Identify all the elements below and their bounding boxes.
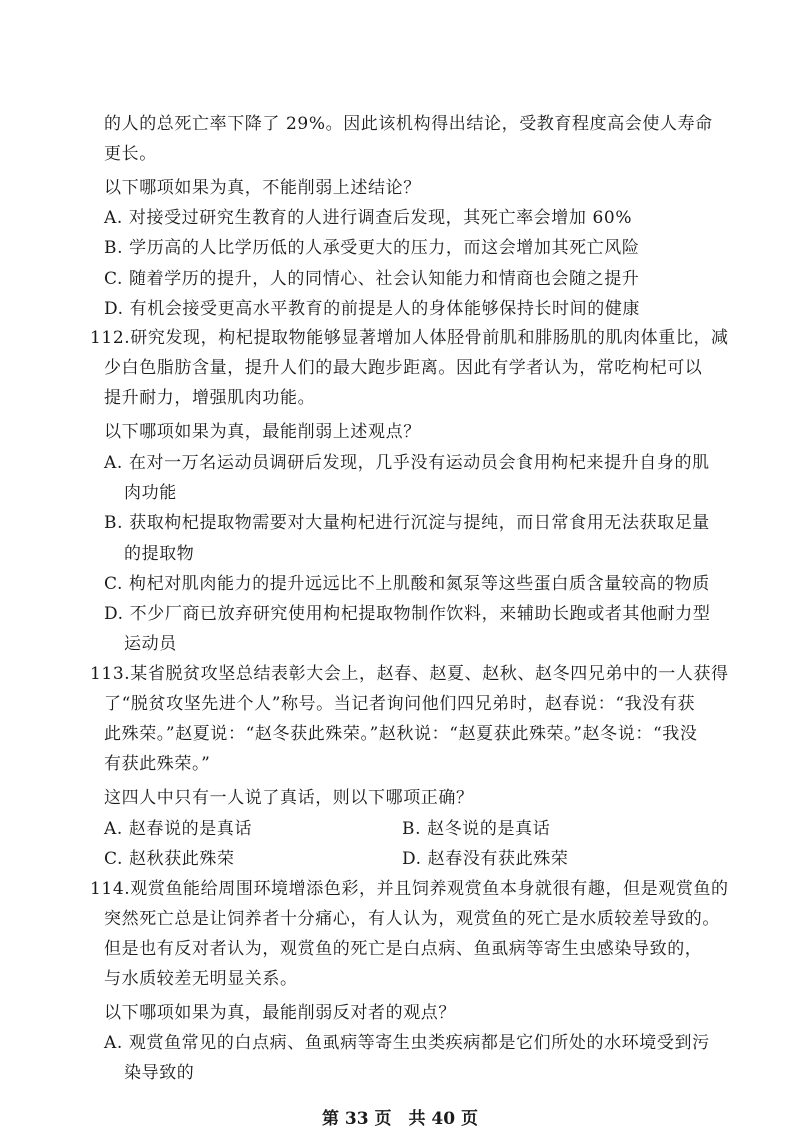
q112-option-d-line-1: D. 不少厂商已放弃研究使用枸杞提取物制作饮料，来辅助长跑或者其他耐力型 (104, 604, 711, 624)
q113-option-c: C. 赵秋获此殊荣 (104, 849, 235, 869)
q114-option-a-line-1: A. 观赏鱼常见的白点病、鱼虱病等寄生虫类疾病都是它们所处的水环境受到污 (104, 1033, 710, 1053)
q112-option-a-line-2: 肉功能 (124, 483, 177, 503)
q112-stem-line-2: 少白色脂肪含量，提升人们的最大跑步距离。因此有学者认为，常吃枸杞可以 (104, 358, 703, 378)
q110-option-c: C. 随着学历的提升，人的同情心、社会认知能力和情商也会随之提升 (104, 269, 640, 289)
q114-stem-line-4: 与水质较差无明显关系。 (104, 969, 298, 989)
q114-prompt: 以下哪项如果为真，最能削弱反对者的观点？ (104, 1003, 456, 1023)
q113-stem-line-1: 113.某省脱贫攻坚总结表彰大会上，赵春、赵夏、赵秋、赵冬四兄弟中的一人获得 (90, 664, 729, 684)
q114-stem-line-1: 114.观赏鱼能给周围环境增添色彩，并且饲养观赏鱼本身就很有趣，但是观赏鱼的 (90, 879, 729, 899)
q110-stem-line-2: 更长。 (104, 144, 157, 164)
q113-option-d: D. 赵春没有获此殊荣 (402, 849, 569, 869)
q114-stem-line-3: 但是也有反对者认为，观赏鱼的死亡是白点病、鱼虱病等寄生虫感染导致的， (104, 939, 703, 959)
q112-option-c: C. 枸杞对肌肉能力的提升远远比不上肌酸和氮泵等这些蛋白质含量较高的物质 (104, 574, 710, 594)
q114-stem-line-2: 突然死亡总是让饲养者十分痛心，有人认为，观赏鱼的死亡是水质较差导致的。 (104, 909, 720, 929)
q112-stem-line-3: 提升耐力，增强肌肉功能。 (104, 388, 316, 408)
q112-option-a-line-1: A. 在对一万名运动员调研后发现，几乎没有运动员会食用枸杞来提升自身的肌 (104, 453, 710, 473)
q113-stem-line-3: 此殊荣。”赵夏说：“赵冬获此殊荣。”赵秋说：“赵夏获此殊荣。”赵冬说：“我没 (104, 724, 698, 744)
q112-option-d-line-2: 运动员 (124, 634, 177, 654)
q112-option-b-line-2: 的提取物 (124, 544, 195, 564)
q114-option-a-line-2: 染导致的 (124, 1063, 195, 1083)
q110-prompt: 以下哪项如果为真，不能削弱上述结论？ (104, 178, 421, 198)
q113-option-b: B. 赵冬说的是真话 (402, 819, 551, 839)
q112-prompt: 以下哪项如果为真，最能削弱上述观点？ (104, 422, 421, 442)
q110-option-b: B. 学历高的人比学历低的人承受更大的压力，而这会增加其死亡风险 (104, 238, 640, 258)
page-number-footer: 第 33 页 共 40 页 (322, 1109, 478, 1129)
q110-stem-line-1: 的人的总死亡率下降了 29%。因此该机构得出结论，受教育程度高会使人寿命 (104, 114, 713, 134)
q112-option-b-line-1: B. 获取枸杞提取物需要对大量枸杞进行沉淀与提纯，而日常食用无法获取足量 (104, 513, 710, 533)
q110-option-a: A. 对接受过研究生教育的人进行调查后发现，其死亡率会增加 60% (104, 208, 633, 228)
q112-stem-line-1: 112.研究发现，枸杞提取物能够显著增加人体胫骨前肌和腓肠肌的肌肉体重比，减 (90, 328, 729, 348)
q110-option-d: D. 有机会接受更高水平教育的前提是人的身体能够保持长时间的健康 (104, 299, 641, 319)
q113-stem-line-4: 有获此殊荣。” (104, 754, 211, 774)
q113-stem-line-2: 了“脱贫攻坚先进个人”称号。当记者询问他们四兄弟时，赵春说：“我没有获 (104, 694, 696, 714)
q113-option-a: A. 赵春说的是真话 (104, 819, 253, 839)
q113-prompt: 这四人中只有一人说了真话，则以下哪项正确？ (104, 788, 474, 808)
